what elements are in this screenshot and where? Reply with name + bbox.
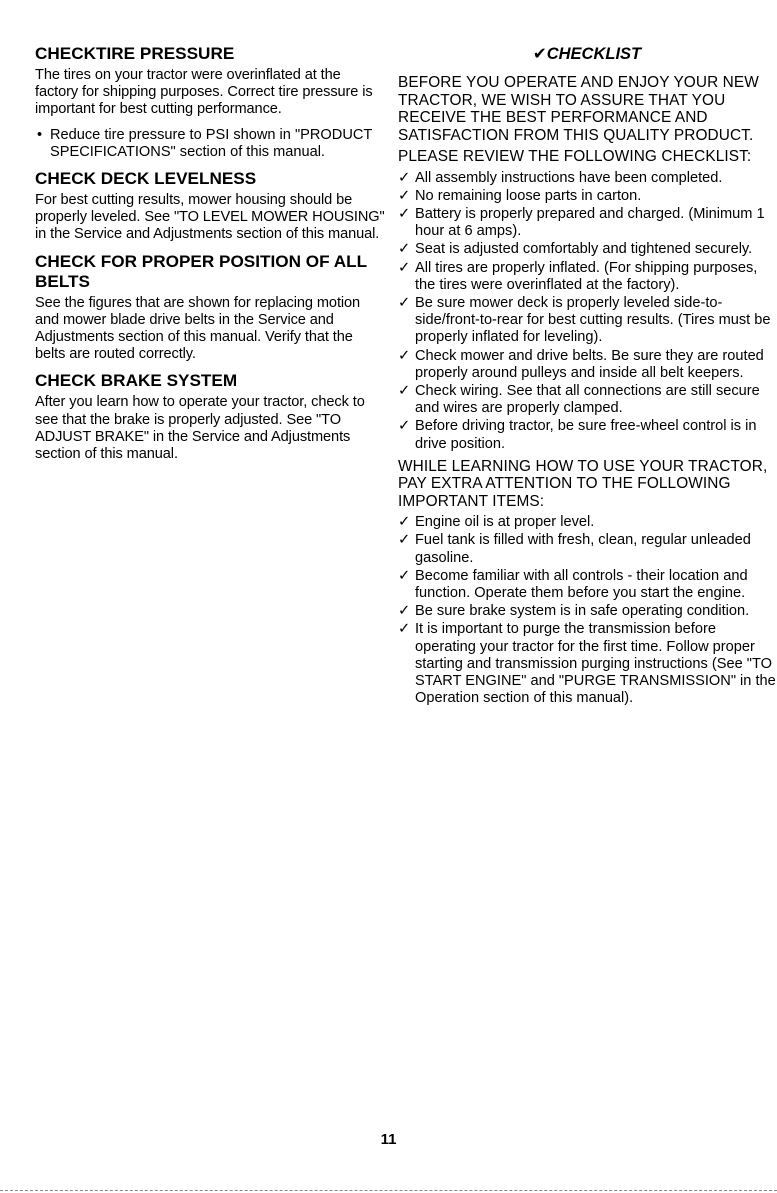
checklist-item	[398, 188, 776, 205]
checklist-item-text: Before driving tractor, be sure free-wheel control is in drive position.	[415, 418, 757, 452]
checklist-item	[398, 532, 776, 566]
checklist-item-text: Be sure brake system is in safe operating condition.	[415, 603, 750, 620]
checklist-item-text: Check wiring. See that all connections are still secure and wires are properly clamped.	[415, 382, 760, 417]
tire-pressure-bullet-text: Reduce tire pressure to PSI shown in "PRODUCT SPECIFICATIONS" section of this manual.	[50, 126, 373, 160]
checklist-item	[398, 514, 776, 531]
check-mark-icon: ✓	[398, 187, 411, 204]
tire-pressure-text: The tires on your tractor were overinflated at the factory for shipping purposes. Correct tire pressure is important for best cutting performance.	[35, 67, 373, 118]
checklist-item-text: Engine oil is at proper level.	[415, 514, 595, 531]
checklist-item	[398, 206, 776, 240]
checklist-review: PLEASE REVIEW THE FOLLOWING CHECKLIST:	[398, 148, 752, 165]
checklist-item-text: All tires are properly inflated. (For shipping purposes, the tires were overinflated at the factory).	[415, 259, 758, 293]
heading-checklist: ✔CHECKLIST	[532, 45, 642, 63]
heading-check-belts: CHECK FOR PROPER POSITION OF ALL BELTS	[35, 252, 367, 291]
checklist-item-text: All assembly instructions have been completed.	[415, 169, 723, 186]
checklist-item	[398, 260, 776, 294]
checklist-item	[398, 418, 776, 452]
tire-pressure-bullet	[35, 127, 385, 161]
checklist-item-text: Seat is adjusted comfortably and tightened securely.	[415, 241, 753, 258]
check-mark-icon: ✓	[398, 259, 411, 276]
left-column	[35, 44, 385, 471]
deck-levelness-text: For best cutting results, mower housing should be properly leveled. See "TO LEVEL MOWER HOUSING" in the Service and Adjustments section of this manual.	[35, 192, 385, 243]
check-mark-icon: ✓	[398, 347, 411, 364]
check-mark-icon: ✓	[398, 169, 411, 186]
checklist-item	[398, 295, 776, 347]
brake-system-text: After you learn how to operate your tractor, check to see that the brake is properly adjusted. See "TO ADJUST BRAKE" in the Service and Adjustments section of this manual.	[35, 394, 365, 463]
checklist-item-text: Become familiar with all controls - their location and function. Operate them before you start the engine.	[415, 567, 748, 602]
heading-check-brake-system: CHECK BRAKE SYSTEM	[35, 372, 238, 391]
page-number: 11	[380, 1131, 397, 1148]
checklist-item	[398, 568, 776, 602]
checklist-item-text: Check mower and drive belts. Be sure they are routed properly around pulleys and inside all belt keepers.	[415, 347, 764, 381]
heading-check-deck-levelness: CHECK DECK LEVELNESS	[35, 170, 257, 189]
check-mark-icon: ✓	[398, 241, 411, 258]
checklist-item	[398, 603, 776, 620]
check-mark-icon: ✓	[398, 514, 411, 531]
while-learning-text: WHILE LEARNING HOW TO USE YOUR TRACTOR, PAY EXTRA ATTENTION TO THE FOLLOWING IMPORTANT ITEMS:	[398, 457, 768, 510]
check-mark-icon: ✓	[398, 567, 411, 584]
checklist-item	[398, 241, 776, 258]
checklist-item-text: Be sure mower deck is properly leveled side-to-side/front-to-rear for best cutting results. (Tires must be properly inflated for leveling).	[415, 294, 771, 346]
bottom-divider	[0, 1190, 777, 1191]
check-mark-icon: ✓	[398, 418, 411, 435]
checklist-item	[398, 170, 776, 187]
checklist-item	[398, 348, 776, 382]
check-mark-icon: ✓	[398, 205, 411, 222]
bullet-dot-icon: •	[37, 126, 43, 143]
heading-check-tire-pressure: CHECKTIRE PRESSURE	[35, 45, 235, 63]
checklist-item	[398, 383, 776, 417]
checklist-item-text: No remaining loose parts in carton.	[415, 187, 642, 204]
check-mark-icon: ✓	[398, 532, 411, 549]
checklist-intro: BEFORE YOU OPERATE AND ENJOY YOUR NEW TRACTOR, WE WISH TO ASSURE THAT YOU RECEIVE THE BEST PERFORMANCE AND SATISFACTION FROM THIS QUALITY PRODUCT.	[398, 74, 759, 144]
check-mark-icon: ✓	[398, 382, 411, 399]
checklist-item-text: It is important to purge the transmission before operating your tractor for the first time. Follow proper starting and transmission purging instructions (See "TO START ENGINE" and "PURGE TRANSMISSION" in the Operation section of this manual).	[415, 621, 776, 707]
check-mark-icon: ✓	[398, 621, 411, 638]
checklist-item	[398, 621, 776, 707]
checklist-before-operation	[398, 170, 776, 453]
check-mark-icon: ✓	[398, 603, 411, 620]
check-mark-icon: ✓	[398, 294, 411, 311]
right-column	[398, 44, 776, 712]
belts-text: See the figures that are shown for replacing motion and mower blade drive belts in the Service and Adjustments section of this manual. Verify that the belts are routed correctly.	[35, 294, 361, 363]
checklist-while-learning	[398, 514, 776, 707]
checklist-item-text: Fuel tank is filled with fresh, clean, regular unleaded gasoline.	[415, 532, 751, 566]
checklist-item-text: Battery is properly prepared and charged. (Minimum 1 hour at 6 amps).	[415, 205, 765, 240]
